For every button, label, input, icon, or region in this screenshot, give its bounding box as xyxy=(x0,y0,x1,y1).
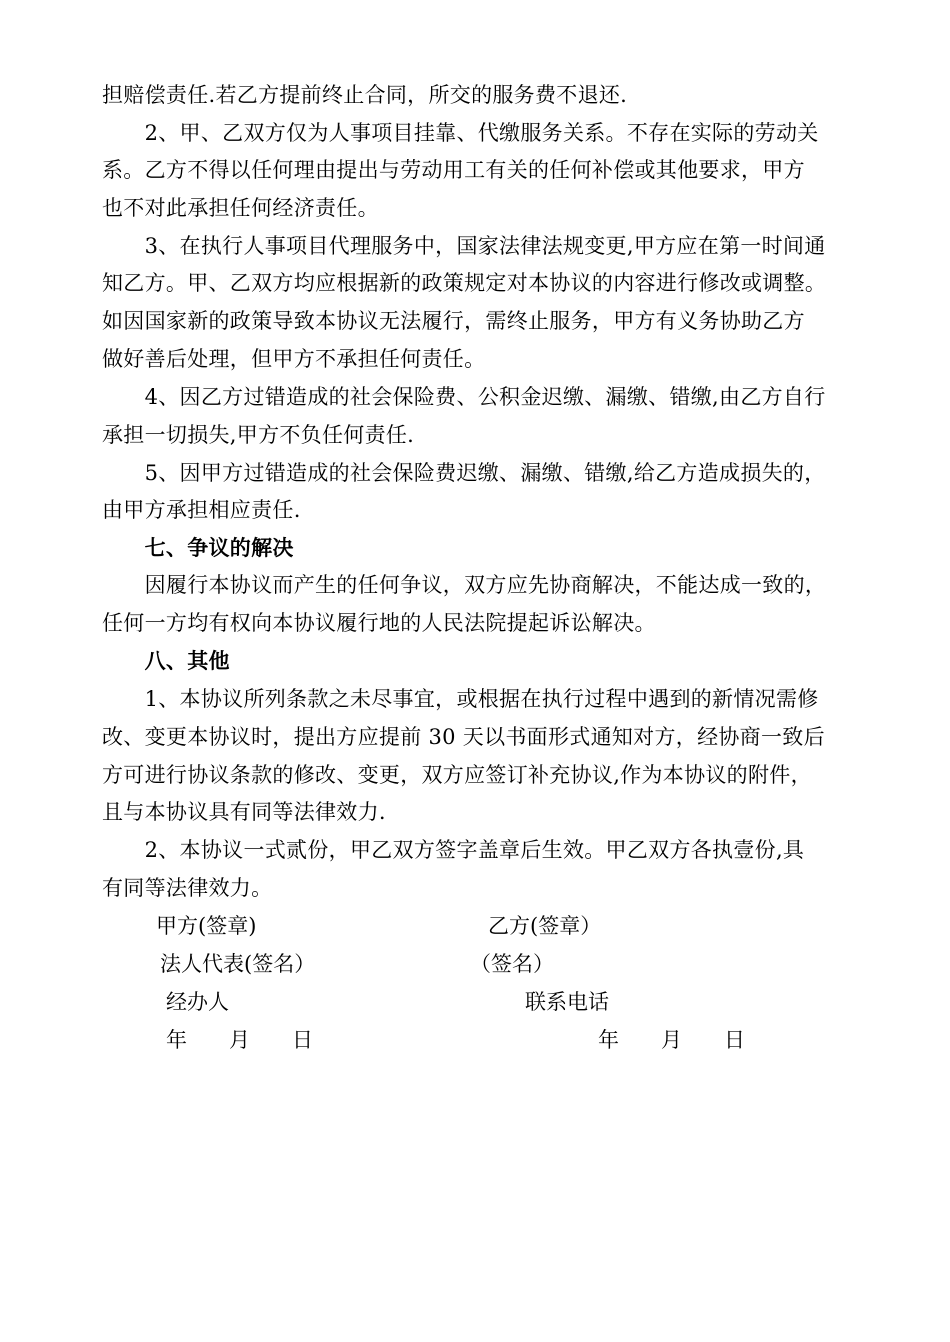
body-line-4: 也不对此承担任何经济责任。 xyxy=(102,196,379,220)
party-b-seal-label: 乙方(签章） xyxy=(488,914,602,938)
body-line-8: 做好善后处理，但甲方不承担任何责任。 xyxy=(102,347,486,371)
body-line-6: 知乙方。甲、乙双方均应根据新的政策规定对本协议的内容进行修改或调整。 xyxy=(102,271,827,295)
body-line-7: 如因国家新的政策导致本协议无法履行，需终止服务，甲方有义务协助乙方 xyxy=(102,309,805,333)
party-b-sign-label: （签名） xyxy=(470,952,554,976)
party-a-handler-label: 经办人 xyxy=(166,990,229,1014)
body-line-9: 4、因乙方过错造成的社会保险费、公积金迟缴、漏缴、错缴,由乙方自行 xyxy=(102,385,826,409)
party-b-phone-label: 联系电话 xyxy=(525,990,609,1014)
body-line-22: 有同等法律效力。 xyxy=(102,876,273,900)
section-heading-dispute: 七、争议的解决 xyxy=(102,535,294,560)
body-line-5: 3、在执行人事项目代理服务中，国家法律法规变更,甲方应在第一时间通 xyxy=(102,234,826,258)
party-b-date: 年 月 日 xyxy=(598,1028,745,1052)
body-line-11: 5、因甲方过错造成的社会保险费迟缴、漏缴、错缴,给乙方造成损失的， xyxy=(102,461,826,485)
body-line-17: 1、本协议所列条款之未尽事宜，或根据在执行过程中遇到的新情况需修 xyxy=(102,687,819,711)
body-line-20: 且与本协议具有同等法律效力. xyxy=(102,800,386,824)
party-a-legal-rep-label: 法人代表(签名） xyxy=(160,952,316,976)
section-heading-other: 八、其他 xyxy=(102,648,230,673)
body-line-14: 因履行本协议而产生的任何争议，双方应先协商解决，不能达成一致的， xyxy=(102,573,827,597)
body-line-12: 由甲方承担相应责任. xyxy=(102,498,301,522)
body-line-15: 任何一方均有权向本协议履行地的人民法院提起诉讼解决。 xyxy=(102,611,656,635)
body-line-2: 2、甲、乙双方仅为人事项目挂靠、代缴服务关系。不存在实际的劳动关 xyxy=(102,121,819,145)
party-a-seal-label: 甲方(签章) xyxy=(156,914,257,938)
party-a-date: 年 月 日 xyxy=(166,1028,313,1052)
body-line-10: 承担一切损失,甲方不负任何责任. xyxy=(102,423,415,447)
body-line-1: 担赔偿责任.若乙方提前终止合同，所交的服务费不退还. xyxy=(102,83,628,107)
body-line-19: 方可进行协议条款的修改、变更，双方应签订补充协议,作为本协议的附件， xyxy=(102,763,812,787)
body-line-3: 系。乙方不得以任何理由提出与劳动用工有关的任何补偿或其他要求，甲方 xyxy=(102,158,805,182)
body-line-18: 改、变更本协议时，提出方应提前 30 天以书面形式通知对方，经协商一致后 xyxy=(102,725,825,749)
body-line-21: 2、本协议一式贰份，甲乙双方签字盖章后生效。甲乙双方各执壹份,具 xyxy=(102,838,805,862)
